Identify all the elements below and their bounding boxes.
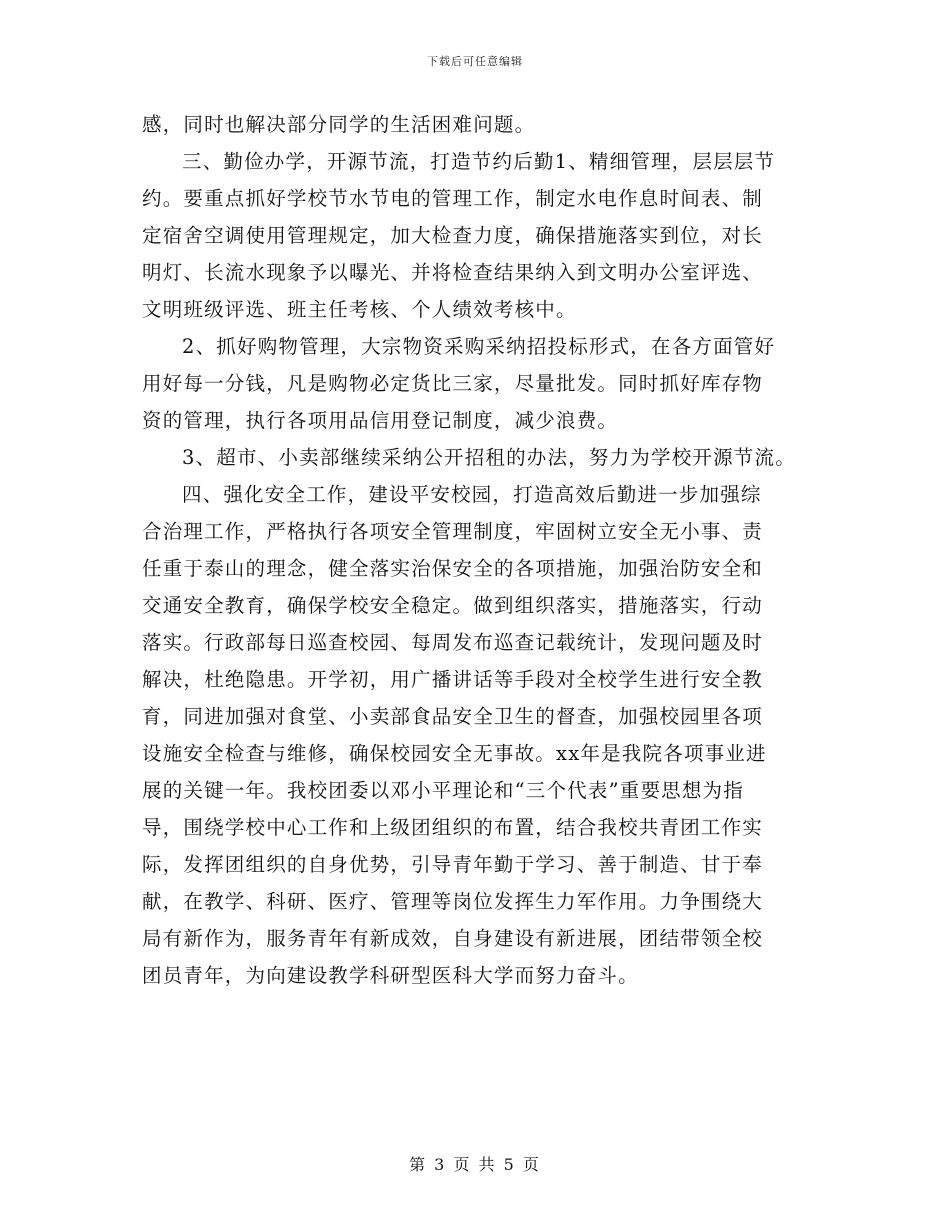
text-line: 感，同时也解决部分同学的生活困难问题。 xyxy=(142,113,536,136)
text-line: 展的关键一年。我校团委以邓小平理论和“三个代表”重要思想为指 xyxy=(142,779,744,802)
text-line: 设施安全检查与维修，确保校园安全无事故。xx年是我院各项事业进 xyxy=(142,742,767,765)
text-line: 资的管理，执行各项用品信用登记制度，减少浪费。 xyxy=(142,409,619,432)
text-line: 2、抓好购物管理，大宗物资采购采纳招投标形式，在各方面管好 xyxy=(182,335,776,358)
text-line: 落实。行政部每日巡查校园、每周发布巡查记载统计，发现问题及时 xyxy=(142,631,764,654)
text-line: 约。要重点抓好学校节水节电的管理工作，制定水电作息时间表、制 xyxy=(142,187,764,210)
text-line: 导，围绕学校中心工作和上级团组织的布置，结合我校共青团工作实 xyxy=(142,816,764,839)
text-line: 解决，杜绝隐患。开学初，用广播讲话等手段对全校学生进行安全教 xyxy=(142,668,764,691)
text-line: 际，发挥团组织的自身优势，引导青年勤于学习、善于制造、甘于奉 xyxy=(142,853,764,876)
text-line: 团员青年，为向建设教学科研型医科大学而努力奋斗。 xyxy=(142,964,639,987)
text-line: 育，同进加强对食堂、小卖部食品安全卫生的督查，加强校园里各项 xyxy=(142,705,764,728)
text-line: 定宿舍空调使用管理规定，加大检查力度，确保措施落实到位，对长 xyxy=(142,224,764,247)
text-line: 3、超市、小卖部继续采纳公开招租的办法，努力为学校开源节流。 xyxy=(182,446,796,469)
page-number-footer: 第 3 页 共 5 页 xyxy=(409,1155,541,1174)
page-header-note: 下载后可任意编辑 xyxy=(427,55,523,68)
text-line: 用好每一分钱，凡是购物必定货比三家，尽量批发。同时抓好库存物 xyxy=(142,372,764,395)
text-line: 文明班级评选、班主任考核、个人绩效考核中。 xyxy=(142,298,577,321)
text-line: 明灯、长流水现象予以曝光、并将检查结果纳入到文明办公室评选、 xyxy=(142,261,764,284)
document-body xyxy=(142,106,822,994)
text-line: 三、勤俭办学，开源节流，打造节约后勤1、精细管理，层层层节 xyxy=(182,150,776,173)
text-line: 局有新作为，服务青年有新成效，自身建设有新进展，团结带领全校 xyxy=(142,927,764,950)
text-line: 四、强化安全工作，建设平安校园，打造高效后勤进一步加强综 xyxy=(182,483,762,506)
text-line: 献，在教学、科研、医疗、管理等岗位发挥生力军作用。力争围绕大 xyxy=(142,890,764,913)
text-line: 任重于泰山的理念，健全落实治保安全的各项措施，加强治防安全和 xyxy=(142,557,764,580)
text-line: 合治理工作，严格执行各项安全管理制度，牢固树立安全无小事、责 xyxy=(142,520,764,543)
text-line: 交通安全教育，确保学校安全稳定。做到组织落实，措施落实，行动 xyxy=(142,594,764,617)
